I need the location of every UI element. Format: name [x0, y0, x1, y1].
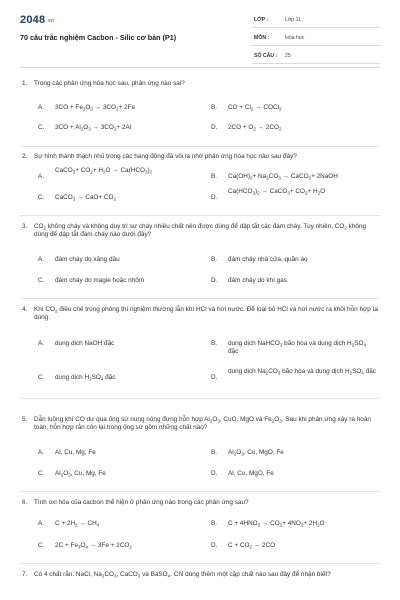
option-text: CaCO$_3$+ $CO_2+ H_2O \to Ca(HCO_3)_2$ [55, 167, 153, 175]
header-divider [20, 67, 380, 68]
option-letter: D. [211, 124, 218, 131]
question-number: 7. [22, 571, 28, 578]
option-letter: D. [211, 194, 218, 201]
option-letter: C. [38, 124, 45, 131]
option-letter: A. [38, 520, 45, 527]
option-letter: B. [211, 173, 218, 180]
option-text: $3CO + Fe_2O_3 \to 3CO_2+ 2Fe$ [55, 104, 136, 112]
option-letter: C. [38, 542, 45, 549]
site-logo[interactable] [20, 14, 54, 28]
question-number: 1. [22, 80, 28, 87]
meta-row-class [252, 14, 380, 28]
question-stem [20, 80, 380, 88]
option-letter: D. [211, 277, 218, 284]
meta-value: Lớp 11 [285, 17, 301, 23]
option-letter: B. [211, 256, 218, 263]
meta-box [252, 14, 380, 68]
option-text: đám cháy nhà cửa, quần áo [228, 256, 308, 263]
question-stem [20, 223, 380, 239]
meta-key: LỚP : [254, 17, 269, 23]
logo-text: 2048 [20, 14, 46, 26]
option-text: $C + 4HNO_3 \to CO_2+ 4NO_2+ 2H_2O$ [228, 520, 325, 528]
option-letter: B. [211, 340, 218, 347]
question-2 [20, 153, 380, 161]
option-text: CO + $Cl_2$ → COCl$_2$ [228, 104, 282, 112]
question-text: Dẫn luồng khí CO dư qua ống sứ nung nóng đựng hỗn hợp $Al_2O_3$, CuO, MgO và $Fe_2O_3$. Sau khi phản ứng xảy ra hoàn toàn, hỗn hợp rắn còn lại trong ống sứ gồm những chất nào? [34, 416, 371, 431]
question-text: $CO_2$ không cháy và không duy trì sự cháy nhiều chất nên được dùng để dập tắt các đám cháy. Tuy nhiên, $CO_2$ không dùng để dập tắt đám cháy nào dưới đây? [34, 223, 367, 238]
question-5 [20, 416, 380, 432]
option-text: $Al_2O_3$, Cu, MgO, Fe [228, 449, 284, 457]
question-number: 3. [22, 223, 28, 230]
question-text: Có 4 chất rắn: NaCl, $Na_2CO_3$, CaCO$_3$ và BaSO$_4$. Chỉ dùng thêm một cặp chất nào sau đây để nhận biết? [34, 571, 331, 579]
meta-row-count [252, 50, 380, 64]
option-text: $C + CO_2 \to 2CO$ [228, 542, 276, 550]
option-letter: D. [211, 374, 218, 381]
option-text: CaCO$_3$ → $CaO+ CO_2$ [55, 194, 116, 202]
header [0, 0, 400, 62]
question-stem [20, 416, 380, 432]
question-divider [20, 398, 380, 399]
option-text: $Al_2O_3$, Cu, Mg, Fe [55, 470, 106, 478]
meta-key: SỐ CÂU : [254, 53, 278, 59]
option-text: $Ca(HCO_3)_2$ → CaCO$_3$+ $CO_2+ H_2O$ [228, 188, 326, 196]
option-letter: D. [211, 542, 218, 549]
option-letter: B. [211, 104, 218, 111]
question-number: 2. [22, 153, 28, 160]
option-text: dung dịch NaOH đặc [55, 340, 115, 347]
meta-key: MÔN : [254, 35, 270, 41]
option-text: dung dịch NaHCO$_3$ bão hòa và dung dịch $H_2SO_4$ đặc [228, 340, 366, 355]
option-letter: D. [211, 470, 218, 477]
option-letter: A. [38, 340, 45, 347]
question-number: 6. [22, 499, 28, 506]
option-text: dung dịch $Na_2CO_3$ bão hòa và dung dịch $H_2SO_4$ đặc [228, 368, 376, 376]
question-4 [20, 306, 380, 322]
worksheet-title: 70 câu trắc nghiệm Cacbon - Silic cơ bản (P1) [20, 33, 177, 42]
option-letter: B. [211, 520, 218, 527]
meta-value: 25 [285, 53, 291, 59]
option-letter: A. [38, 256, 45, 263]
option-text: $2CO + O_2 \to 2CO_2$ [228, 124, 282, 132]
option-letter: A. [38, 449, 45, 456]
option-letter: C. [38, 470, 45, 477]
option-text: Al, Cu, MgO, Fe [228, 470, 274, 477]
option-text: $3CO + Al_2O_3 \to 3CO_2+ 2Al$ [55, 124, 132, 132]
question-stem [20, 306, 380, 322]
question-3 [20, 223, 380, 239]
option-text: đám cháy do magie hoặc nhôm [55, 277, 145, 284]
question-divider [20, 298, 380, 299]
question-divider [20, 146, 380, 147]
option-letter: C. [38, 374, 45, 381]
question-number: 4. [22, 306, 28, 313]
question-divider [20, 491, 380, 492]
question-stem [20, 571, 380, 579]
question-1 [20, 80, 380, 88]
question-stem [20, 153, 380, 161]
option-text: đám cháy do xăng dầu [55, 256, 120, 263]
question-text: Tính oxi hóa của cacbon thể hiện ở phản ứng nào trong các phản ứng sau? [34, 499, 249, 506]
option-text: dung dịch $H_2SO_4$ đặc [55, 374, 116, 382]
question-text: Sự hình thành thạch nhũ trong các hang động đá vôi là nhờ phản ứng hóa học nào sau đây? [34, 153, 297, 160]
question-divider [20, 215, 380, 216]
meta-row-subject [252, 32, 380, 46]
option-text: $Ca(OH)_2+ Na_2CO_3$ → CaCO$_3$+ 2NaOH [228, 173, 338, 181]
logo-suffix: .vn [46, 18, 55, 24]
question-text: Khí $CO_2$ điều chế trong phòng thí nghiệm thường lẫn khí HCl và hơi nước. Để loại bỏ HCl và hơi nước ra khỏi hỗn hợp ta dùng: [34, 306, 378, 321]
question-7 [20, 571, 380, 579]
option-letter: A. [38, 173, 45, 180]
option-letter: A. [38, 104, 45, 111]
question-stem [20, 499, 380, 507]
question-number: 5. [22, 416, 28, 423]
meta-value: Hóa học [285, 35, 305, 41]
option-letter: C. [38, 277, 45, 284]
option-text: $C + 2H_2 \to CH_4$ [55, 520, 100, 528]
question-divider [20, 563, 380, 564]
option-letter: C. [38, 194, 45, 201]
option-text: Al, Cu, Mg, Fe [55, 449, 96, 456]
option-letter: B. [211, 449, 218, 456]
option-text: $2C + Fe_3O_4 \to 3Fe + 2CO_2$ [55, 542, 132, 550]
option-text: đám cháy do khí gas [228, 277, 287, 284]
question-text: Trong các phản ứng hóa học sau, phản ứng nào sai? [34, 80, 185, 87]
question-6 [20, 499, 380, 507]
